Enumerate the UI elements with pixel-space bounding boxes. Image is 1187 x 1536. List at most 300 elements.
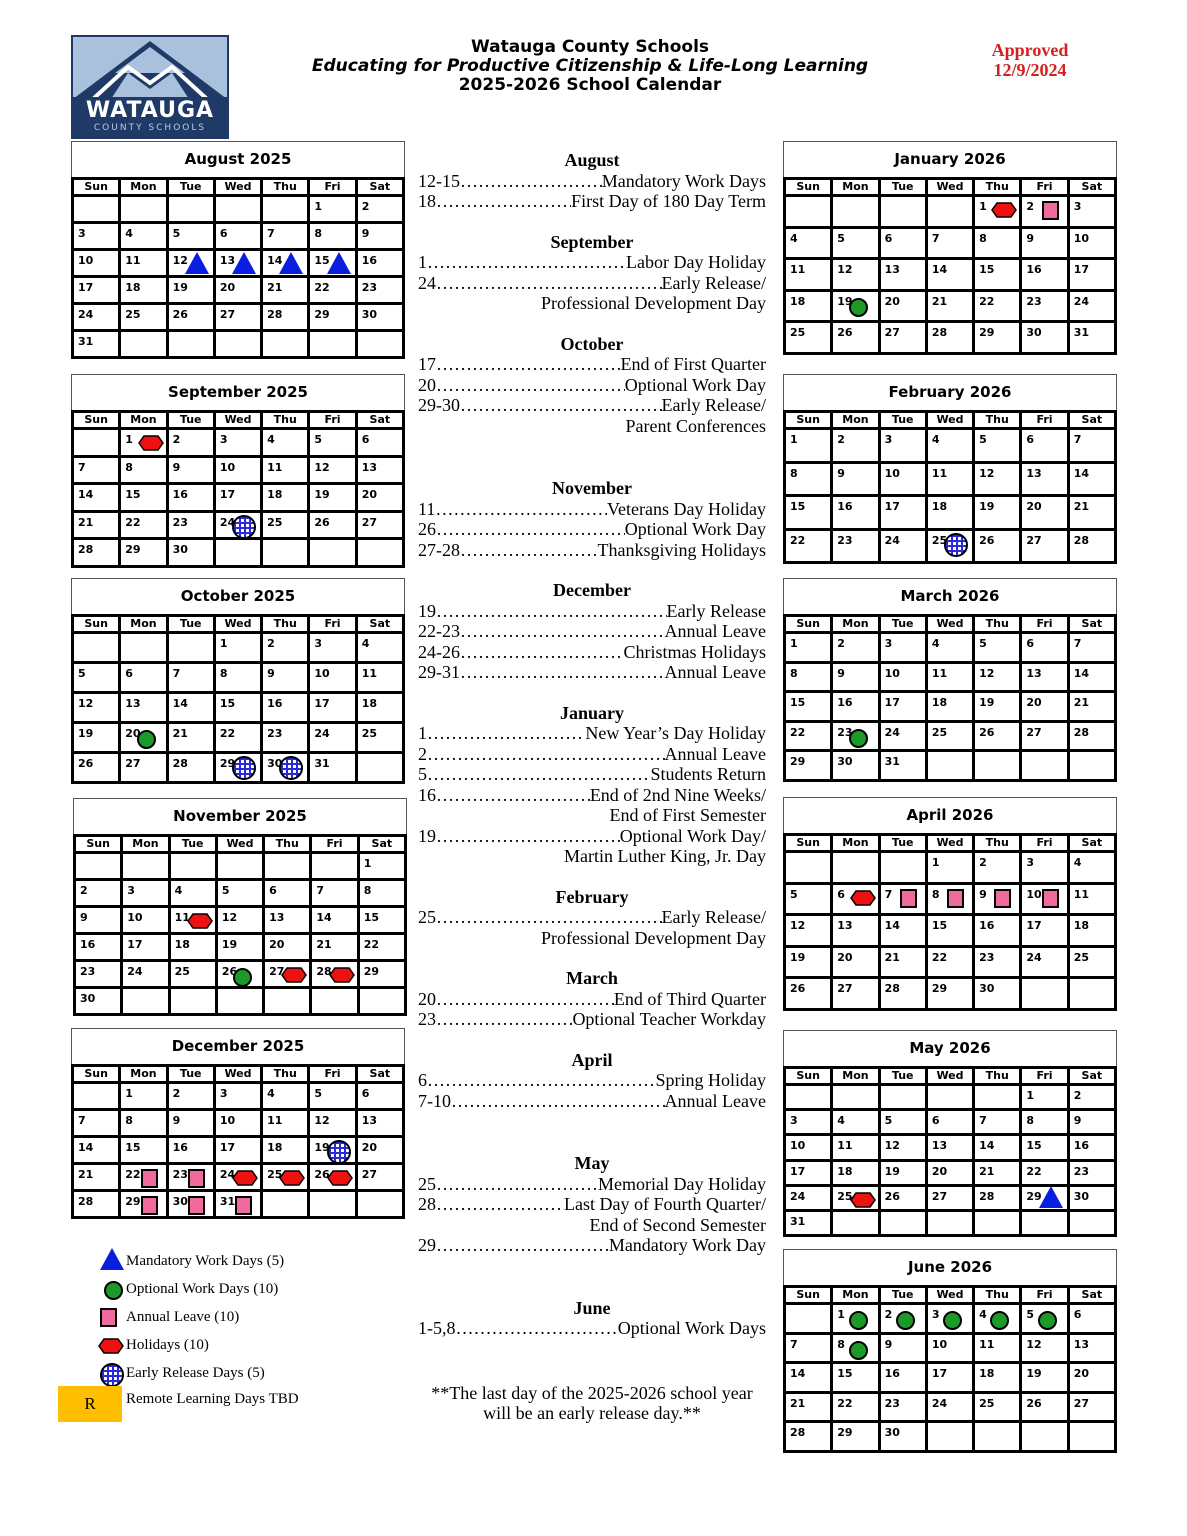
day-cell	[73, 331, 120, 358]
leader-dots	[436, 907, 662, 928]
day-cell	[214, 484, 261, 512]
day-number: 22	[1026, 1164, 1042, 1178]
day-cell	[974, 1085, 1021, 1110]
day-cell	[216, 934, 263, 961]
event-month-heading: January	[559, 702, 624, 723]
weekday-header: Wed	[926, 1287, 973, 1304]
day-cell	[926, 1392, 973, 1422]
holiday-icon	[98, 1338, 124, 1354]
day-number: 18	[931, 500, 948, 513]
annual-leave-icon	[141, 1196, 158, 1215]
day-cell	[73, 511, 120, 539]
month-calendar	[783, 374, 1117, 564]
mandatory-work-day-icon	[185, 252, 209, 274]
event-month-section	[418, 703, 766, 867]
day-cell	[120, 250, 167, 277]
day-cell	[167, 539, 214, 567]
weekday-header: Tue	[167, 1066, 214, 1083]
day-cell	[264, 853, 311, 880]
day-number: 6	[931, 1114, 940, 1128]
day-number: 23	[172, 1168, 188, 1181]
day-number: 12	[78, 697, 94, 710]
day-cell	[73, 1191, 120, 1218]
annual-leave-icon	[900, 889, 917, 908]
day-number: 16	[884, 1367, 900, 1380]
legend-item	[100, 1306, 284, 1334]
day-cell	[879, 662, 926, 692]
day-number: 25	[837, 1189, 853, 1203]
day-number: 14	[979, 1139, 995, 1153]
day-number: 17	[219, 488, 236, 501]
event-date: 24-26	[418, 641, 460, 662]
event-month-section	[418, 478, 766, 560]
event-row	[418, 907, 766, 928]
event-month-heading: February	[555, 886, 629, 907]
event-row	[418, 764, 766, 785]
day-number: 31	[884, 755, 900, 768]
day-number: 24	[1026, 950, 1042, 964]
day-cell	[75, 880, 122, 907]
month-title: April 2026	[783, 797, 1117, 833]
day-cell	[926, 496, 973, 530]
day-cell	[785, 290, 832, 322]
day-number: 13	[1026, 666, 1042, 680]
day-number: 20	[125, 727, 141, 740]
weekday-header: Mon	[120, 1066, 167, 1083]
day-cell	[216, 961, 263, 988]
day-number: 17	[314, 697, 330, 710]
day-number: 8	[125, 460, 133, 474]
day-cell	[832, 496, 879, 530]
annual-leave-icon	[1042, 889, 1059, 908]
event-description: Early Release/	[661, 272, 766, 293]
day-number: 1	[837, 1308, 845, 1321]
day-number: 4	[361, 637, 370, 650]
day-cell	[879, 852, 926, 884]
day-number: 13	[361, 460, 377, 474]
day-number: 5	[790, 887, 798, 901]
weekday-header: Wed	[216, 836, 263, 853]
day-cell	[1068, 1363, 1115, 1393]
day-number: 27	[219, 308, 236, 321]
approval-stamp	[970, 40, 1090, 80]
day-number: 18	[1073, 919, 1089, 932]
weekday-header: Sat	[356, 179, 403, 196]
day-cell	[926, 1363, 973, 1393]
event-row	[418, 375, 766, 396]
day-cell	[356, 723, 403, 753]
event-description: Optional Work Day/	[619, 825, 766, 846]
leader-dots	[451, 1091, 665, 1112]
weekday-header: Mon	[832, 1287, 879, 1304]
day-number: 23	[837, 533, 853, 547]
leader-dots	[436, 601, 667, 622]
day-number: 14	[267, 254, 283, 267]
day-number: 23	[267, 727, 283, 740]
month-title: February 2026	[783, 374, 1117, 410]
event-date: 7-10	[418, 1090, 451, 1111]
day-number: 31	[78, 335, 94, 348]
day-number: 25	[931, 533, 948, 547]
event-date: 29-30	[418, 395, 460, 415]
day-number: 1	[125, 433, 133, 446]
day-number: 11	[837, 1139, 853, 1153]
day-number: 19	[979, 696, 995, 709]
weekday-header: Wed	[214, 1066, 261, 1083]
day-number: 24	[219, 515, 236, 529]
event-date: 1	[418, 252, 427, 272]
day-number: 10	[127, 911, 143, 924]
day-number: 29	[125, 543, 141, 556]
weekday-header: Tue	[879, 616, 926, 633]
day-cell	[832, 1304, 879, 1334]
day-cell	[1068, 290, 1115, 322]
day-number: 4	[790, 231, 798, 245]
day-number: 5	[78, 667, 86, 680]
month-calendar	[71, 578, 405, 784]
last-day-note	[418, 1383, 766, 1424]
day-number: 8	[1026, 1114, 1035, 1128]
day-cell	[73, 196, 120, 223]
day-number: 5	[172, 227, 181, 240]
day-number: 14	[884, 919, 900, 932]
day-cell	[832, 1363, 879, 1393]
leader-dots	[435, 499, 607, 520]
day-cell	[832, 721, 879, 751]
annual-leave-icon	[188, 1196, 205, 1215]
day-number: 28	[790, 1426, 806, 1439]
event-date: 18	[418, 191, 436, 211]
weekday-header: Fri	[311, 836, 358, 853]
event-row	[418, 785, 766, 806]
event-row	[418, 191, 766, 212]
weekday-header: Thu	[974, 1068, 1021, 1085]
early-release-icon	[944, 533, 968, 557]
day-number: 19	[314, 488, 330, 501]
day-cell	[309, 723, 356, 753]
day-cell	[879, 259, 926, 291]
day-cell	[832, 1085, 879, 1110]
day-cell	[879, 1160, 926, 1185]
day-number: 19	[172, 281, 188, 294]
day-cell	[1068, 259, 1115, 291]
event-description: First Day of 180 Day Term	[571, 191, 766, 211]
day-cell	[785, 978, 832, 1010]
event-description: Early Release	[666, 600, 766, 621]
day-cell	[785, 462, 832, 496]
day-number: 9	[1073, 1114, 1082, 1128]
day-cell	[356, 196, 403, 223]
day-number: 11	[931, 466, 948, 480]
optional-work-day-icon	[896, 1311, 915, 1330]
day-number: 18	[267, 488, 283, 501]
mandatory-work-day-icon	[327, 252, 351, 274]
day-cell	[879, 1392, 926, 1422]
day-number: 11	[931, 666, 948, 680]
event-description: Optional Work Day	[624, 519, 766, 539]
weekday-header: Thu	[974, 412, 1021, 429]
day-cell	[974, 915, 1021, 947]
day-number: 15	[979, 263, 995, 276]
day-cell	[785, 883, 832, 915]
day-cell	[167, 277, 214, 304]
day-cell	[167, 723, 214, 753]
day-cell	[262, 663, 309, 693]
day-cell	[120, 223, 167, 250]
day-number: 21	[172, 727, 188, 740]
day-number: 18	[125, 281, 141, 294]
day-number: 26	[979, 725, 995, 739]
day-number: 21	[931, 294, 948, 308]
calendar-title: 2025-2026 School Calendar	[458, 75, 722, 95]
day-number: 25	[979, 1396, 995, 1410]
weekday-header: Thu	[974, 179, 1021, 196]
leader-dots	[460, 171, 602, 192]
event-row	[418, 354, 766, 375]
day-number: 18	[361, 697, 377, 710]
day-cell	[832, 227, 879, 259]
day-number: 7	[931, 231, 940, 245]
day-cell	[73, 1137, 120, 1164]
weekday-header: Sun	[785, 1287, 832, 1304]
day-cell	[358, 853, 405, 880]
day-number: 17	[78, 281, 94, 294]
day-cell	[879, 1363, 926, 1393]
day-cell	[120, 331, 167, 358]
day-number: 7	[790, 1337, 798, 1351]
day-cell	[216, 988, 263, 1015]
day-cell	[167, 511, 214, 539]
event-description: Christmas Holidays	[623, 641, 766, 662]
early-release-icon	[279, 756, 303, 780]
day-cell	[167, 456, 214, 484]
event-date: 1	[418, 723, 427, 743]
day-number: 2	[1073, 1089, 1082, 1102]
day-cell	[1068, 946, 1115, 978]
day-cell	[214, 196, 261, 223]
weekday-header: Sun	[75, 836, 122, 853]
leader-dots	[436, 191, 571, 212]
day-cell	[1068, 721, 1115, 751]
day-cell	[167, 223, 214, 250]
day-number: 3	[790, 1114, 798, 1128]
day-cell	[1068, 692, 1115, 722]
day-number: 26	[790, 982, 806, 995]
remote-learning-box: R	[58, 1386, 122, 1422]
day-cell	[122, 961, 169, 988]
day-cell	[262, 1137, 309, 1164]
day-number: 7	[78, 460, 86, 474]
day-number: 1	[790, 433, 798, 446]
weekday-header: Mon	[832, 179, 879, 196]
day-cell	[1068, 1304, 1115, 1334]
day-cell	[785, 1085, 832, 1110]
day-number: 28	[931, 326, 948, 339]
day-number: 18	[267, 1141, 283, 1154]
day-number: 24	[884, 533, 900, 547]
event-row	[418, 1174, 766, 1195]
day-number: 2	[979, 856, 987, 869]
day-number: 12	[979, 466, 995, 480]
day-number: 10	[219, 1114, 236, 1127]
day-number: 25	[267, 1168, 283, 1181]
day-number: 7	[884, 887, 893, 901]
day-cell	[974, 1110, 1021, 1135]
day-number: 28	[1073, 533, 1089, 547]
weekday-header: Tue	[879, 1068, 926, 1085]
day-number: 6	[837, 887, 845, 901]
day-cell	[926, 1160, 973, 1185]
day-cell	[832, 692, 879, 722]
day-number: 28	[172, 757, 188, 770]
day-number: 16	[80, 938, 96, 951]
day-cell	[785, 692, 832, 722]
weekday-header: Thu	[974, 1287, 1021, 1304]
day-cell	[120, 1191, 167, 1218]
day-cell	[309, 331, 356, 358]
day-number: 30	[80, 992, 96, 1005]
day-number: 8	[931, 887, 940, 901]
day-cell	[974, 259, 1021, 291]
day-cell	[356, 1083, 403, 1110]
day-number: 4	[125, 227, 133, 240]
holiday-icon	[281, 967, 307, 983]
day-number: 16	[979, 919, 995, 932]
day-number: 1	[314, 200, 323, 213]
day-number: 21	[1073, 696, 1089, 709]
day-cell	[879, 1085, 926, 1110]
day-cell	[169, 880, 216, 907]
weekday-header: Sat	[356, 1066, 403, 1083]
day-number: 20	[1026, 696, 1042, 709]
month-title: September 2025	[71, 374, 405, 410]
day-cell	[1068, 751, 1115, 781]
day-number: 21	[267, 281, 283, 294]
leader-dots	[436, 1174, 598, 1195]
day-number: 28	[884, 982, 900, 995]
day-cell	[262, 250, 309, 277]
day-cell	[1068, 883, 1115, 915]
event-month-section	[418, 1153, 766, 1256]
event-month-heading: June	[573, 1297, 611, 1318]
day-cell	[262, 1164, 309, 1191]
event-row	[418, 1194, 766, 1215]
weekday-header: Tue	[167, 412, 214, 429]
day-cell	[879, 429, 926, 463]
day-cell	[1021, 1160, 1068, 1185]
day-number: 14	[790, 1367, 806, 1380]
legend-label: Optional Work Days (10)	[126, 1281, 279, 1297]
day-cell	[309, 250, 356, 277]
legend-item	[100, 1278, 284, 1306]
day-cell	[1068, 978, 1115, 1010]
day-number: 24	[127, 965, 143, 978]
day-number: 18	[174, 938, 190, 951]
day-cell	[926, 1210, 973, 1235]
day-cell	[974, 883, 1021, 915]
weekday-header: Wed	[214, 616, 261, 633]
day-cell	[1068, 429, 1115, 463]
event-date: 5	[418, 764, 427, 784]
day-cell	[356, 304, 403, 331]
day-cell	[1021, 1422, 1068, 1452]
event-date: 22-23	[418, 621, 460, 641]
day-cell	[1068, 1110, 1115, 1135]
day-number: 27	[837, 982, 853, 995]
day-number: 30	[884, 1426, 900, 1439]
day-cell	[75, 853, 122, 880]
day-cell	[926, 633, 973, 663]
day-cell	[262, 1191, 309, 1218]
day-cell	[120, 1083, 167, 1110]
event-row	[418, 1235, 766, 1256]
day-cell	[309, 1164, 356, 1191]
day-number: 23	[979, 950, 995, 964]
day-cell	[73, 663, 120, 693]
day-cell	[1068, 662, 1115, 692]
day-number: 14	[316, 911, 332, 924]
day-cell	[73, 456, 120, 484]
day-cell	[214, 633, 261, 663]
weekday-header: Sat	[1068, 1068, 1115, 1085]
day-cell	[309, 484, 356, 512]
day-cell	[974, 322, 1021, 354]
event-month-heading: April	[571, 1049, 613, 1070]
event-description-continued: End of Second Semester	[589, 1214, 766, 1235]
day-number: 14	[78, 488, 94, 501]
optional-work-day-icon	[1038, 1311, 1057, 1330]
event-description-continued: End of First Semester	[609, 805, 766, 825]
day-cell	[832, 1392, 879, 1422]
day-cell	[216, 907, 263, 934]
day-number: 6	[884, 231, 893, 245]
leader-dots	[436, 354, 621, 375]
weekday-header: Sun	[785, 835, 832, 852]
day-number: 31	[314, 757, 330, 770]
day-cell	[832, 1333, 879, 1363]
day-number: 17	[931, 1367, 948, 1380]
day-cell	[1021, 429, 1068, 463]
day-cell	[120, 539, 167, 567]
event-row	[418, 395, 766, 416]
event-description: Optional Work Day	[624, 374, 766, 395]
legend-label: Holidays (10)	[126, 1337, 209, 1353]
day-number: 20	[269, 938, 285, 951]
day-number: 15	[125, 1141, 141, 1154]
annual-leave-icon	[235, 1196, 252, 1215]
day-cell	[785, 196, 832, 228]
day-cell	[926, 429, 973, 463]
day-number: 15	[837, 1367, 853, 1380]
day-number: 9	[361, 227, 370, 240]
day-cell	[309, 1110, 356, 1137]
day-cell	[120, 753, 167, 783]
day-cell	[214, 1110, 261, 1137]
day-number: 16	[361, 254, 377, 267]
weekday-header: Thu	[264, 836, 311, 853]
logo-subname: COUNTY SCHOOLS	[93, 123, 207, 133]
event-date: 12-15	[418, 170, 460, 191]
day-number: 11	[125, 254, 141, 267]
day-cell	[974, 1160, 1021, 1185]
day-cell	[262, 277, 309, 304]
day-number: 23	[361, 281, 377, 294]
day-cell	[926, 529, 973, 563]
annual-leave-icon	[100, 1308, 117, 1327]
day-number: 22	[125, 515, 141, 529]
day-number: 13	[219, 254, 236, 267]
day-number: 15	[790, 500, 806, 513]
